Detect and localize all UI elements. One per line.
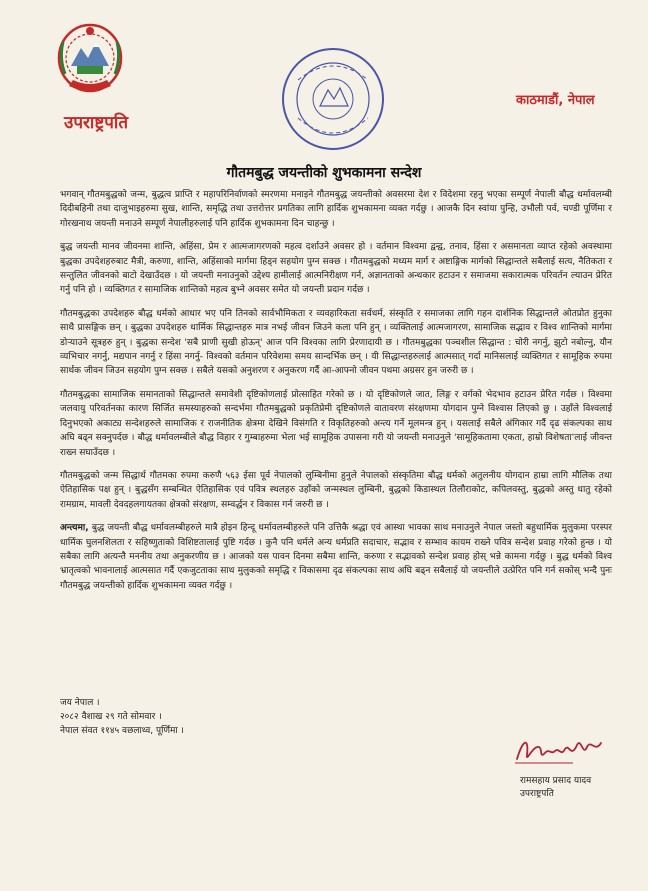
office-title: उपराष्ट्रपति — [64, 113, 129, 133]
paragraph-text: गौतमबुद्धको जन्म सिद्धार्थ गौतमका रुपमा करुणै ५६३ ईसा पूर्व नेपालको लुम्बिनीमा हुनुले नेपालको संस्कृतिमा बौद्ध धर्मको अतुलनीय योगदान हाम्रा लागि मौलिक तथा ऐतिहासिक पक्ष हुन् । बुद्धसँग सम्बन्धित ऐतिहासिक एवं पवित्र स्थलहरु उहाँको जन्मस्थल लुम्बिनी, बुद्धको किडास्थल तिलौराकोट, कपिलवस्तु, बुद्धको अस्तु धातु रहेको रामग्राम, मावली देवदहलगायतका क्षेत्रको संरक्षण, सम्वर्द्धन र विकास गर्न जरुरी छ । — [60, 470, 612, 510]
date-bikram-sambat: २०८२ वैशाख २९ गते सोमवार । — [60, 712, 162, 722]
paragraph-lead: अन्त्यमा, — [60, 523, 89, 534]
paragraph-text: बुद्ध जयन्ती मानव जीवनमा शान्ति, अहिंसा, प्रेम र आत्मजागरणको महत्व दर्शाउने अवसर हो । वर्तमान विश्वमा द्वन्द्व, तनाव, हिंसा र असमानता व्याप्त रहेको अवस्थामा बुद्धका उपदेशहरुबाट मैत्री, करुणा, शान्ति, अहिंसाको मार्गमा हिड्न सहयोग पुग्न सक्छ । गौतमबुद्धको मध्यम मार्ग र अष्टाङ्गिक मार्गको सिद्धान्तले सबैलाई सत्य, नैतिकता र सन्तुलित जीवनको बाटो देखाउँदछ । यो जयन्ती मनाउनुको उद्देश्य हामीलाई आत्मनिरीक्षण गर्न, अज्ञानताको अन्धकार हटाउन र समाजमा सकारात्मक परिवर्तन ल्याउन प्रेरित गर्नु पनि हो । व्यक्तिगत र सामाजिक शान्तिको महत्व बुभ्ने अवसर समेत यो जयन्ती प्रदान गर्दछ । — [60, 242, 612, 296]
document-title: गौतमबुद्ध जयन्तीको शुभकामना सन्देश — [226, 165, 422, 181]
signer-title: उपराष्ट्रपति — [520, 789, 554, 799]
paragraph-heritage — [60, 469, 612, 512]
message-body — [60, 188, 612, 602]
signer-block — [520, 775, 591, 801]
date-nepal-sambat: नेपाल संवत ११४५ वछलाथ्व, पूर्णिमा । — [60, 726, 184, 736]
paragraph-text: गौतमबुद्धका सामाजिक समानताको सिद्धान्तले समावेशी दृष्टिकोणलाई प्रोत्साहित गरेको छ । यो दृष्टिकोणले जात, लिङ्ग र वर्गको भेदभाव हटाउन प्रेरित गर्दछ । विश्वमा जलवायु परिवर्तनका कारण सिर्जित समस्याहरुको सन्दर्भमा गौतमबुद्धको प्रकृतिप्रेमी दृष्टिकोणले वातावरण संरक्षणमा योगदान पुग्ने विश्वास लिएको छु । उहाँले विश्वलाई दिनुभएको अकाट्य सन्देशहरुले सामाजिक र राजनीतिक क्षेत्रमा देखिने विसंगति र विकृतिहरुको अन्त्य गर्ने मूलमन्त्र हुन् । यसलाई सबैले अंगिकार गर्दै दृढ संकल्पका साथ अघि बढ्न सक्नुपर्दछ । बौद्ध धर्मावलम्बीले बौद्ध विहार र गुम्बाहरुमा भेला भई सामूहिक उपासना गरी यो जयन्ती मनाउनुले 'सामूहिकतामा एकता, हाम्रो विशेषता'लाई जीवन्त राख्न सघाउँदछ । — [60, 389, 612, 458]
closing-block — [60, 696, 184, 738]
paragraph-text: बुद्ध जयन्ती बौद्ध धर्मावलम्बीहरुले मात्रै होइन हिन्दू धर्मावलम्बीहरुले पनि उत्तिकै श्रद्धा एवं आस्था भावका साथ मनाउनुले नेपाल जस्तो बहुधार्मिक मुलुकमा परस्पर धार्मिक घुलनशिलता र सहिष्णुताको विशिष्टतालाई पुष्टि गर्दछ । कुनै पनि धर्मले अन्य धर्मप्रति सदाचार, सद्भाव र सम्भाव कायम राख्ने पवित्र सन्देश प्रवाह गरेको हुन्छ । यो सबैका लागि अत्यन्तै मननीय तथा अनुकरणीय छ । आजको यस पावन दिनमा सबैमा शान्ति, करुणा र सद्भावको सन्देश प्रवाह होस् भन्ने कामना गर्दछु । बुद्ध धर्मको विश्व भ्रातृत्वको भावनालाई आत्मसात गर्दै एकजुटताका साथ मुलुकको समृद्धि र विकासमा दृढ संकल्पका साथ अघि बढ्न सबैलाई यो जयन्तीले उत्प्रेरित पनि गर्न सकोस् भन्दै पुनः गौतमबुद्ध जयन्तीको हार्दिक शुभकामना व्यक्त गर्दछु । — [60, 523, 612, 591]
paragraph-greeting — [60, 188, 612, 231]
place-label: काठमाडौं, नेपाल — [516, 93, 595, 108]
nepal-emblem-icon — [55, 22, 125, 98]
signer-name: रामसहाय प्रसाद यादव — [520, 776, 592, 786]
paragraph-conclusion — [60, 521, 612, 593]
paragraph-text: गौतमबुद्धका उपदेशहरु बौद्ध धर्मको आधार भए पनि तिनको सार्वभौमिकता र व्यवहारिकता सर्वधर्म, संस्कृति र समाजका लागि गहन दार्शनिक सिद्धान्तले ओतप्रोत हुनुका साथै प्रासङ्गिक छन् । बुद्धका उपदेशहरु धार्मिक सिद्धान्तहरु मात्र नभई जीवन जिउने कला पनि हुन् । व्यक्तिलाई आत्मजागरण, सामाजिक सद्भाव र विश्व शान्तिको मार्गमा डोऱ्याउने सूत्रहरु हुन् । बुद्धका सन्देश 'सबै प्राणी सुखी होऊन्' आज पनि विश्वका लागि प्रेरणादायी छ । गौतमबुद्धका पञ्चशील सिद्धान्त : चोरी नगर्नु, झुटो नबोल्नु, यौन व्यभिचार नगर्नु, मद्यपान नगर्नु र हिंसा नगर्नु- विश्वको वर्तमान परिवेशमा समय सान्दर्भिक छन् । यी सिद्धान्तहरुलाई आत्मसात् गर्दा मानिसलाई व्यक्तिगत र सामूहिक रुपमा सार्थक जीवन जिउन सहयोग पुग्न सक्छ । सबैले यसको अनुशरण र अनुकरण गर्दै आ-आफ्नो जीवन पथमा अग्रसर हुन जरुरी छ । — [60, 308, 612, 377]
paragraph-equality — [60, 388, 612, 460]
closing-salutation: जय नेपाल । — [60, 698, 100, 708]
paragraph-significance — [60, 240, 612, 298]
paragraph-teachings — [60, 307, 612, 379]
handwritten-signature — [513, 733, 605, 767]
paragraph-text: भगवान् गौतमबुद्धको जन्म, बुद्धत्व प्राप्ति र महापरिनिर्वाणको स्मरणमा मनाइने गौतमबुद्ध जयन्तीको अवसरमा देश र विदेशमा रहनु भएका सम्पूर्ण नेपाली बौद्ध धर्मावलम्बी दिदीबहिनी तथा दाजुभाइहरुमा सुख, शान्ति, समृद्धि तथा उत्तरोत्तर प्रगतिका लागि हार्दिक शुभकामना व्यक्त गर्दछु । आजकै दिन स्वांया पुन्हि, उभौली पर्व, चण्डी पूर्णिमा र गोरखनाथ जयन्ती मनाउने सम्पूर्ण नेपालीहरुलाई पनि हार्दिक शुभकामना दिन चाहन्छु । — [60, 190, 612, 229]
office-seal-icon — [278, 44, 388, 154]
